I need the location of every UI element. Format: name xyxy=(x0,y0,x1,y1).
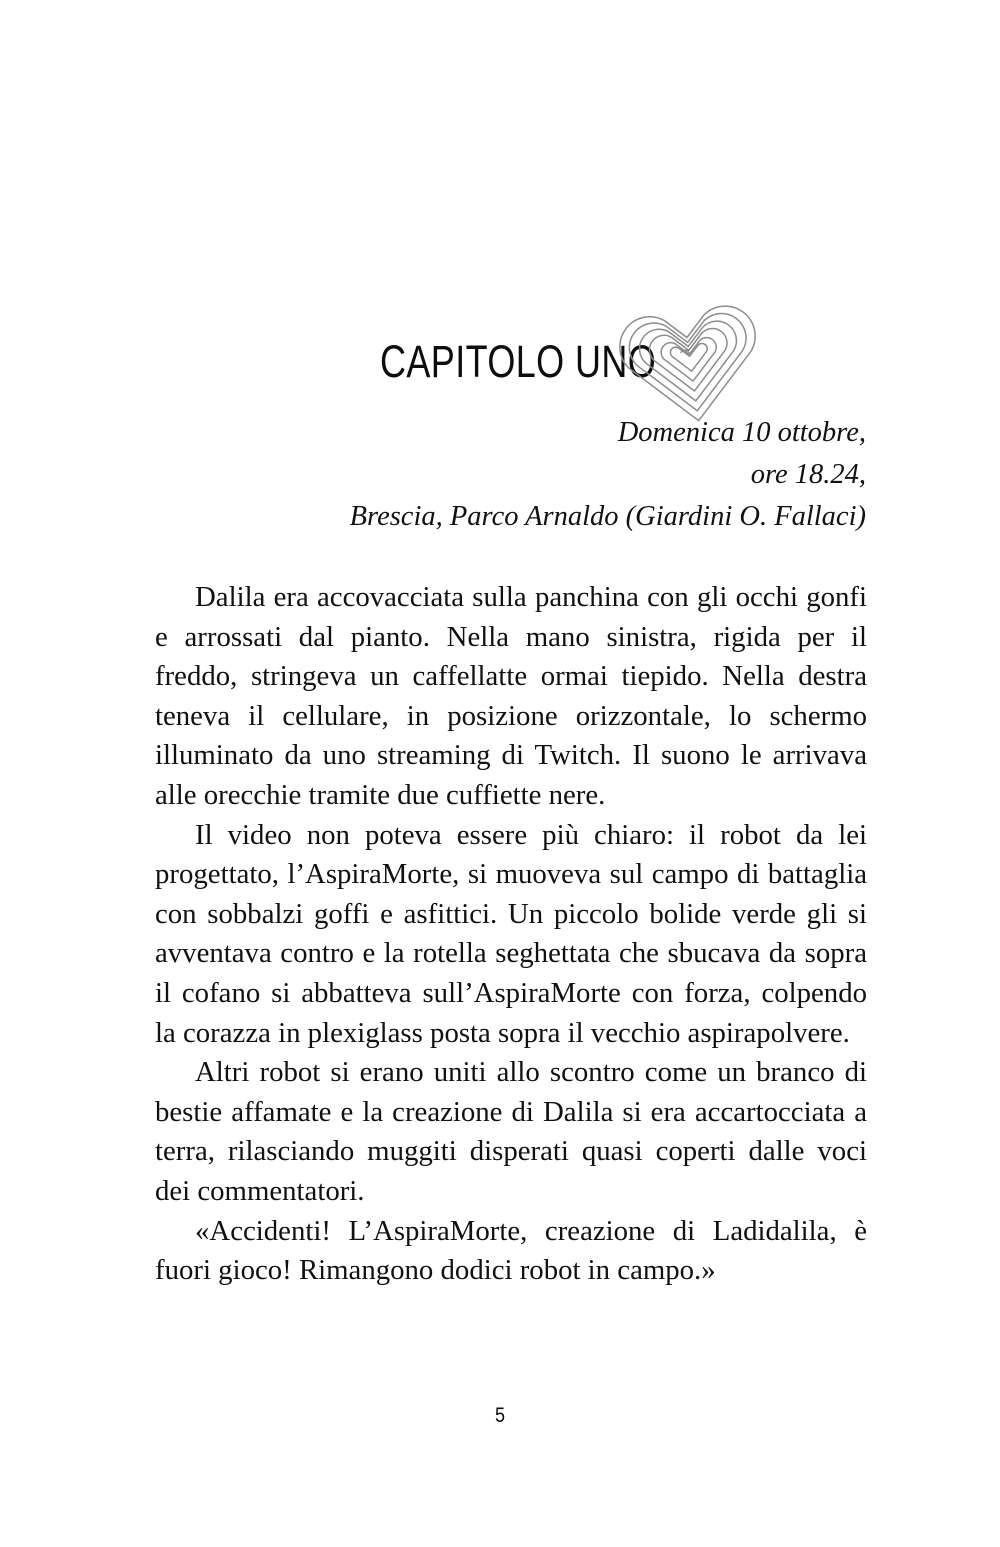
body-paragraph: Altri robot si erano uniti allo scontro come un branco di bestie affamate e la creazione di Dalila si era accartocciata a terra, rilasciando muggiti disperati quasi coperti dalle voci dei commentatori. xyxy=(155,1056,867,1207)
body-text xyxy=(155,578,867,1291)
body-paragraph: Il video non poteva essere più chiaro: il robot da lei progettato, l’AspiraMorte, si muoveva sul campo di battaglia con sobbalzi goffi e asfittici. Un piccolo bolide verde gli si avventava contro e la rotella seghettata che sbucava da sopra il cofano si abbatteva sull’AspiraMorte con forza, colpendo la corazza in plexiglass posta sopra il vecchio aspirapolvere. xyxy=(155,818,867,1049)
epigraph-line-1: Domenica 10 ottobre, xyxy=(617,417,866,448)
epigraph-line-2: ore 18.24, xyxy=(750,459,866,490)
page-number: 5 xyxy=(494,1404,506,1427)
body-paragraph: «Accidenti! L’AspiraMorte, creazione di Ladidalila, è fuori gioco! Rimangono dodici robot in campo.» xyxy=(155,1214,867,1287)
epigraph-line-3: Brescia, Parco Arnaldo (Giardini O. Fallaci) xyxy=(349,501,866,532)
body-paragraph: Dalila era accovacciata sulla panchina con gli occhi gonfi e arrossati dal pianto. Nella mano sinistra, rigida per il freddo, stringeva un caffellatte ormai tiepido. Nella destra teneva il cellulare, in posizione orizzontale, lo schermo illuminato da uno streaming di Twitch. Il suono le arrivava alle orecchie tramite due cuffiette nere. xyxy=(155,581,867,811)
chapter-header xyxy=(0,140,1000,387)
epigraph xyxy=(155,412,866,538)
page-title: CAPITOLO UNO xyxy=(380,336,657,387)
